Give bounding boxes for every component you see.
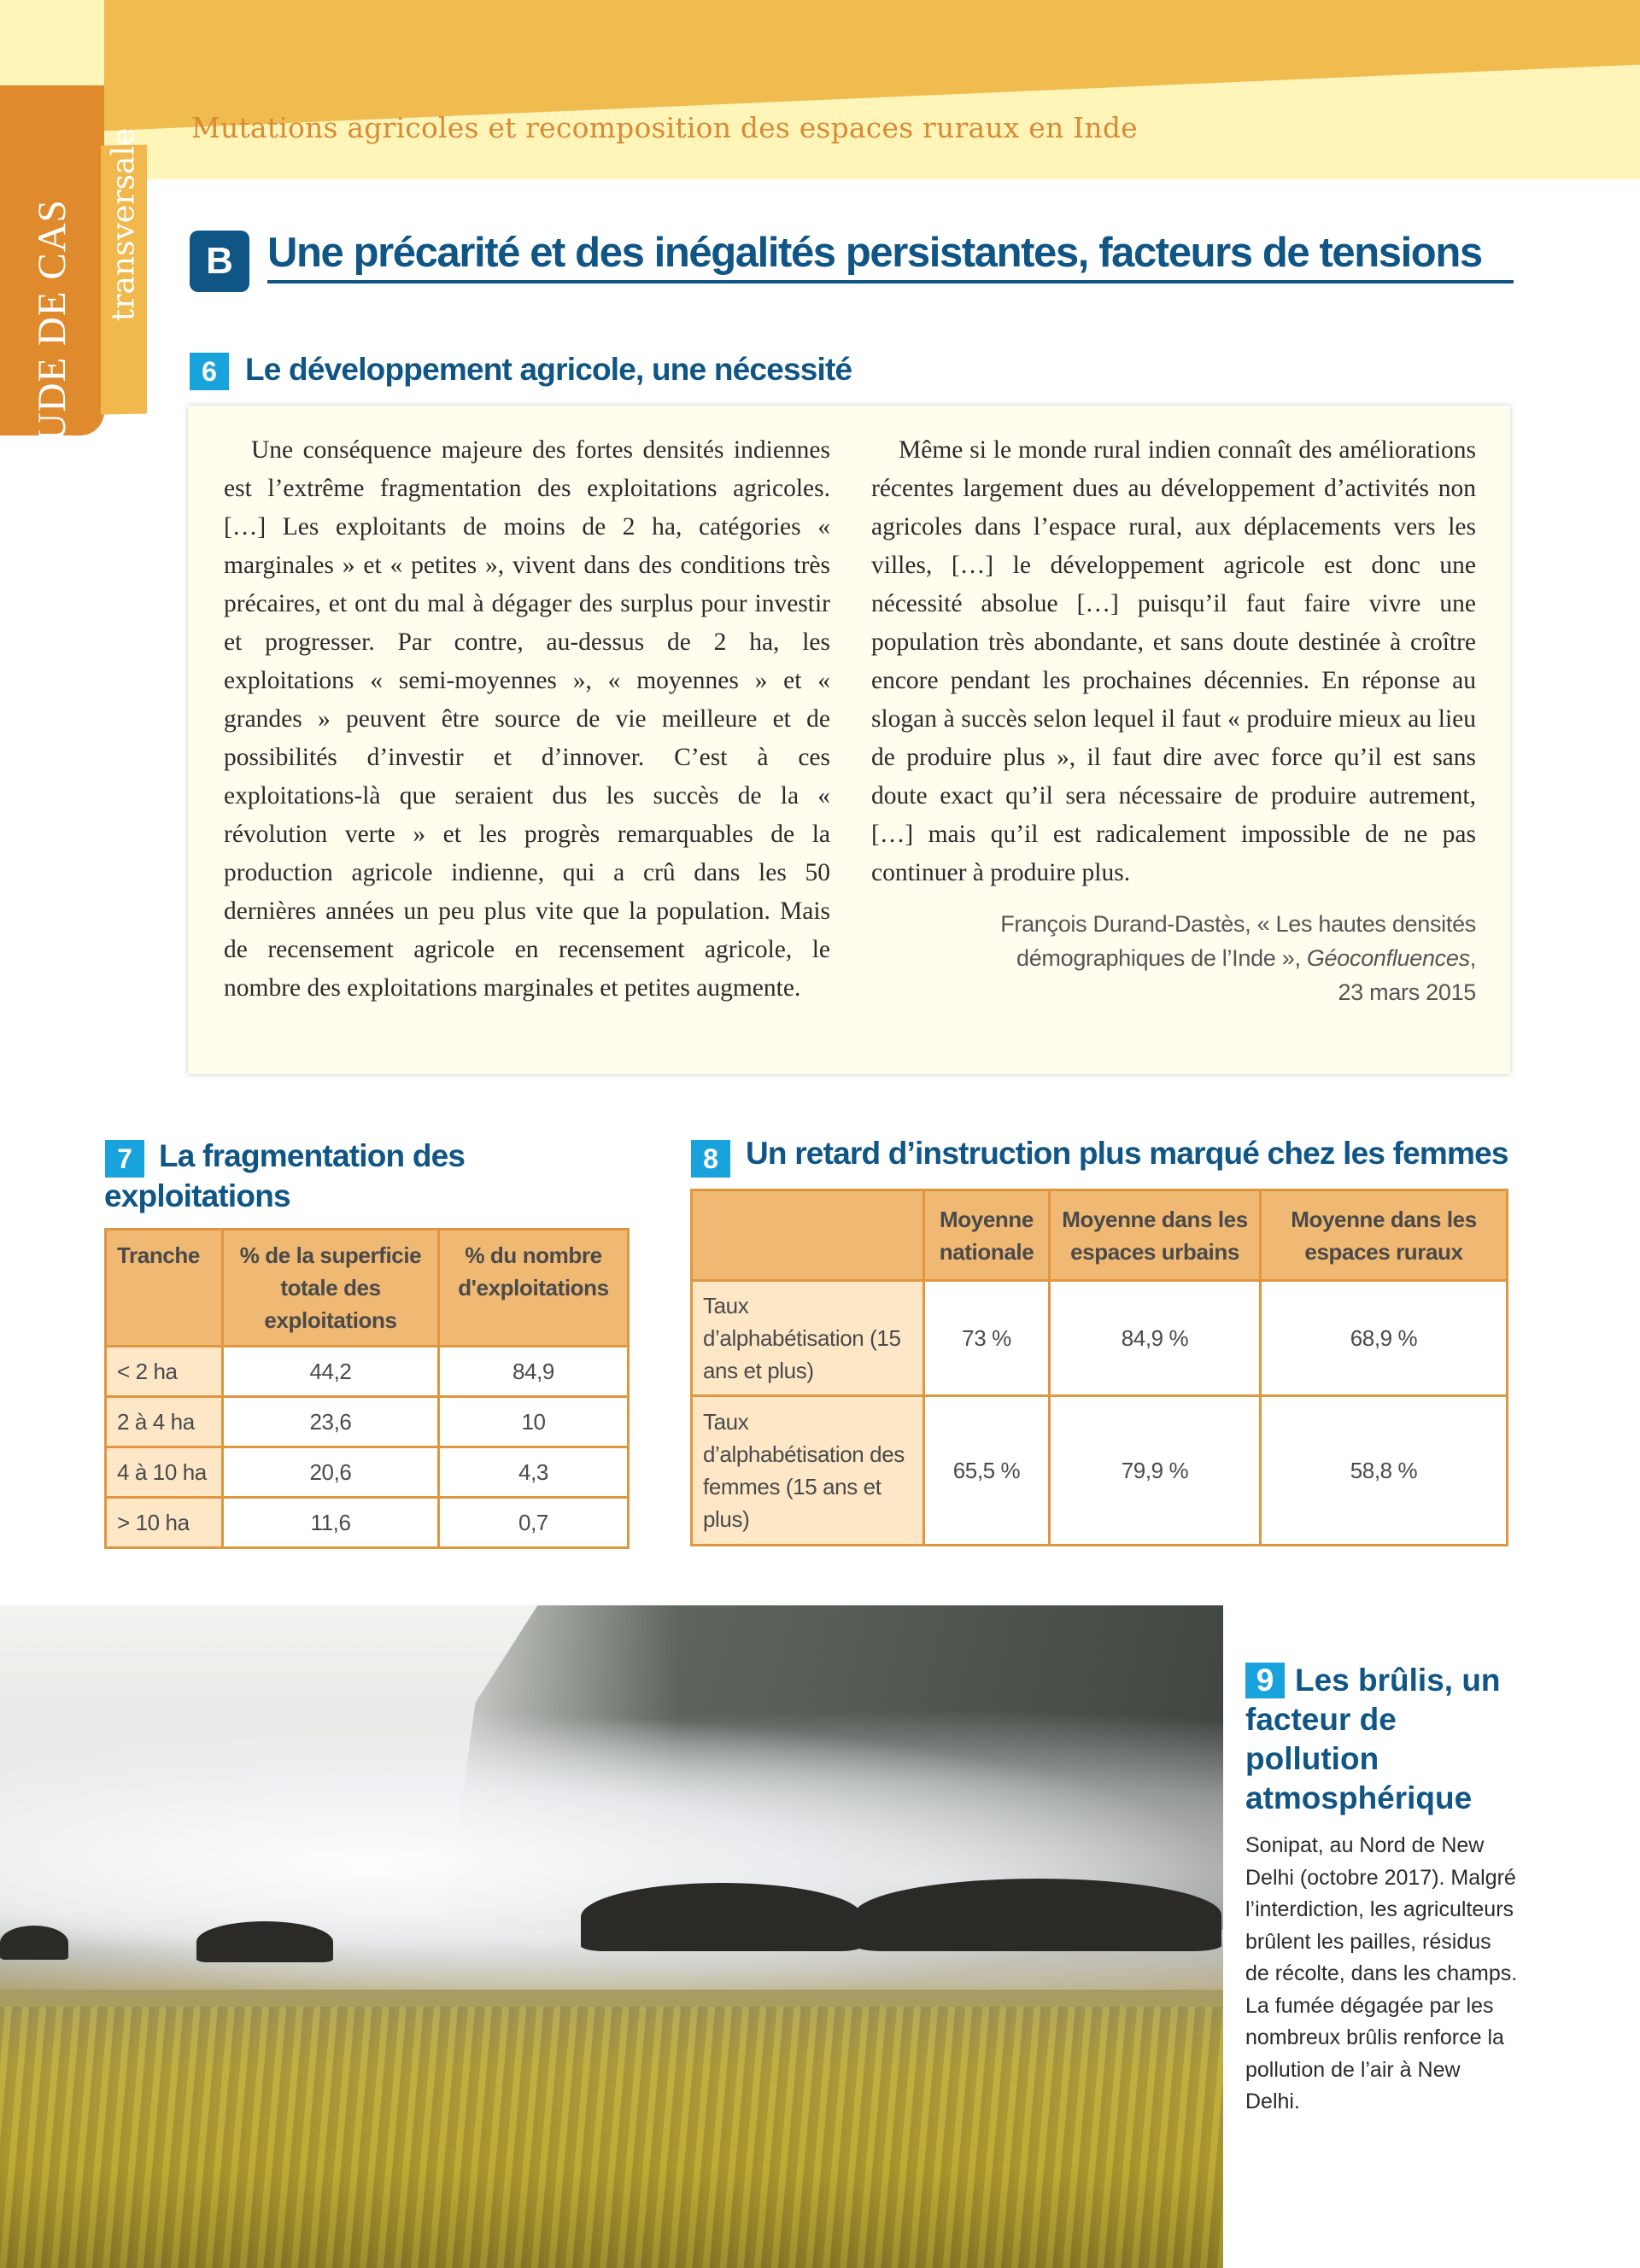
cell-value: 44,2 (223, 1347, 439, 1397)
cell-value: 65,5 % (924, 1396, 1050, 1546)
table-row (106, 1397, 629, 1447)
doc9-photo-crop-burning (0, 1605, 1223, 2268)
doc7-table (104, 1228, 630, 1549)
doc9-number-badge: 9 (1245, 1663, 1285, 1698)
table-header-row (692, 1190, 1508, 1281)
cell-value: 84,9 % (1050, 1281, 1261, 1396)
doc6-paragraph-left: Une conséquence majeure des fortes densités indiennes est l’extrême fragmentation des exploitations agricoles. […] Les exploitants de moins de 2 ha, catégories « marginales » et « petites », vivent dans des conditions très précaires, et ont du mal à dégager des surplus pour investir et progresser. Par contre, au-dessus de 2 ha, les exploitations « semi-moyennes », « moyennes » et « grandes » peuvent être source de vie meilleure et de possibilités d’investir et d’innover. C’est à ces exploitations-là que seraient dus les succès de la « révolution verte » et les progrès remarquables de la production agricole indienne, qui a crû dans les 50 dernières années un peu plus vite que la population. Mais de recensement agricole en recensement agricole, le nombre des exploitations marginales et petites augmente. (224, 436, 830, 1002)
section-title-underline (267, 280, 1514, 284)
col-header-nationale: Moyenne nationale (924, 1190, 1050, 1281)
side-tab-sublabel: transversale (106, 127, 142, 322)
citation-date: 23 mars 2015 (1338, 979, 1476, 1005)
doc8-table (690, 1189, 1508, 1546)
cell-value: 11,6 (223, 1498, 439, 1548)
side-tab-etude-de-cas (0, 85, 104, 493)
citation-author-title: François Durand-Dastès, « Les hautes densités démographiques de l’Inde », (1000, 911, 1476, 971)
table-row (692, 1396, 1508, 1546)
col-header-tranche: Tranche (106, 1230, 223, 1347)
photo-burning-heap (854, 1879, 1221, 1951)
cell-value: 4,3 (439, 1447, 629, 1498)
doc7-number-badge: 7 (105, 1140, 144, 1178)
col-header-empty (692, 1190, 924, 1281)
cell-value: 0,7 (439, 1498, 629, 1548)
section-letter-badge: B (190, 231, 249, 292)
photo-burning-heap (196, 1921, 333, 1962)
cell-value: 73 % (924, 1281, 1050, 1396)
section-title: Une précarité et des inégalités persistantes, facteurs de tensions (267, 230, 1482, 276)
doc9-title-block (1245, 1661, 1519, 1818)
cell-value: 10 (439, 1397, 629, 1447)
col-header-superficie: % de la superficie totale des exploitations (223, 1230, 439, 1347)
table-row (106, 1347, 629, 1397)
row-label: 4 à 10 ha (106, 1447, 223, 1498)
col-header-urbains: Moyenne dans les espaces urbains (1050, 1190, 1261, 1281)
row-label: > 10 ha (106, 1498, 223, 1548)
row-label: 2 à 4 ha (106, 1397, 223, 1447)
cell-value: 79,9 % (1050, 1396, 1261, 1546)
cell-value: 84,9 (439, 1347, 629, 1397)
running-title: Mutations agricoles et recomposition des espaces ruraux en Inde (191, 111, 1138, 144)
row-label: Taux d’alphabétisation des femmes (15 ans et plus) (692, 1396, 924, 1546)
table-row (106, 1498, 629, 1548)
cell-value: 20,6 (223, 1447, 439, 1498)
doc6-quote-box (188, 406, 1510, 1074)
cell-value: 23,6 (223, 1397, 439, 1447)
citation-publication: Géoconfluences (1306, 945, 1470, 971)
doc8-number-badge: 8 (691, 1140, 730, 1178)
photo-rice-field (0, 2007, 1223, 2268)
col-header-nombre: % du nombre d'exploitations (439, 1230, 629, 1347)
doc6-number-badge: 6 (190, 353, 229, 390)
doc6-paragraph-right: Même si le monde rural indien connaît des améliorations récentes largement dues au développement d’activités non agricoles dans l’espace rural, aux déplacements vers les villes, […] le développement agricole est donc une nécessité absolue […] puisqu’il faut faire vivre une population très abondante, et sans doute destinée à croître encore pendant les prochaines décennies. En réponse au slogan à succès selon lequel il faut « produire mieux au lieu de produire plus », il faut dire avec force qu’il est sans doute exact qu’il sera nécessaire de produire autrement, […] mais qu’il est radicalement impossible de ne pas continuer à produire plus. (871, 436, 1476, 886)
cell-value: 58,8 % (1261, 1396, 1508, 1546)
doc6-citation (871, 907, 1476, 1009)
doc6-title: Le développement agricole, une nécessité (245, 352, 852, 387)
doc7-title: La fragmentation des exploitations (104, 1138, 466, 1213)
row-label: Taux d’alphabétisation (15 ans et plus) (692, 1281, 924, 1396)
table-row (692, 1281, 1508, 1396)
doc9-title: Les brûlis, un facteur de pollution atmosphérique (1245, 1663, 1501, 1815)
table-row (106, 1447, 629, 1498)
header-light-corner (0, 0, 104, 87)
col-header-ruraux: Moyenne dans les espaces ruraux (1261, 1190, 1508, 1281)
photo-burning-heap (581, 1883, 863, 1951)
side-tab-label: ÉTUDE DE CAS (30, 199, 74, 493)
cell-value: 68,9 % (1261, 1281, 1508, 1396)
doc6-text-right (871, 431, 1476, 892)
photo-burning-heap (0, 1926, 68, 1960)
table-header-row (106, 1230, 629, 1347)
row-label: < 2 ha (106, 1347, 223, 1397)
doc8-title: Un retard d’instruction plus marqué chez les femmes (746, 1136, 1508, 1171)
doc9-caption: Sonipat, au Nord de New Delhi (octobre 2017). Malgré l’interdiction, les agriculteurs brûlent les pailles, résidus de récolte, dans les champs. La fumée dégagée par les nombreux brûlis renforce la pollution de l’air à New Delhi. (1245, 1833, 1518, 2113)
doc6-text-left (224, 431, 830, 1008)
citation-comma: , (1469, 945, 1476, 971)
